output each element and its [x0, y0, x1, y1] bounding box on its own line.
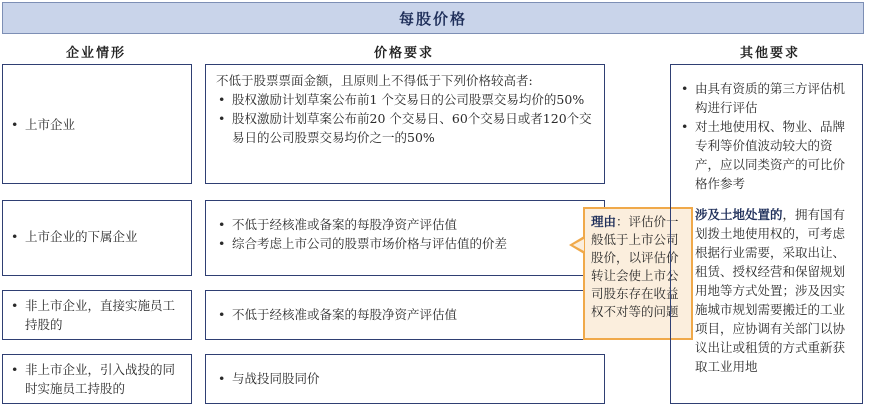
page-title: 每股价格: [2, 2, 864, 34]
list-item: • 股权激励计划草案公布前20 个交易日、60个交易日或者120个交易日的公司股票交易均价之一的50%: [216, 109, 594, 147]
list-item: • 股权激励计划草案公布前1 个交易日的公司股票交易均价的50%: [216, 90, 594, 109]
price-box-listed: [205, 64, 605, 184]
price-intro: 不低于股票票面金额，且原则上不得低于下列价格较高者:: [216, 73, 533, 88]
list-item: • 不低于经核准或备案的每股净资产评估值: [216, 215, 594, 234]
list-item: • 综合考虑上市公司的股票市场价格与评估值的价差: [216, 234, 594, 253]
header-price: 价格要求: [374, 46, 435, 61]
situation-label: 非上市企业，引入战投的同时实施员工持股的: [25, 362, 176, 396]
price-list: [216, 369, 594, 388]
price-list: [216, 305, 594, 324]
reason-text: ：评估价一般低于上市公司股价，以评估价转让会使上市公司股东存在收益权不对等的问题: [591, 214, 679, 319]
price-list: [216, 215, 594, 253]
price-box-subsidiary: [205, 200, 605, 276]
situation-box-investor: • 非上市企业，引入战投的同时实施员工持股的: [2, 354, 192, 404]
situation-label: 上市企业的下属企业: [25, 229, 138, 244]
price-list: [216, 90, 594, 147]
list-item: • 不低于经核准或备案的每股净资产评估值: [216, 305, 594, 324]
header-other: 其他要求: [740, 46, 801, 61]
land-label: 涉及土地处置的: [695, 207, 783, 222]
header-situation: 企业情形: [66, 46, 127, 61]
situation-box-direct: • 非上市企业，直接实施员工持股的: [2, 290, 192, 340]
situation-box-subsidiary: • 上市企业的下属企业: [2, 200, 192, 276]
situation-box-listed: • 上市企业: [2, 64, 192, 184]
situation-label: 上市企业: [25, 117, 76, 132]
land-disposal-paragraph: [679, 205, 854, 376]
list-item: • 由具有资质的第三方评估机构进行评估: [679, 79, 854, 117]
list-item: • 对土地使用权、物业、品牌专利等价值波动较大的资产，应以同类资产的可比价格作参考: [679, 117, 854, 193]
list-item: • 与战投同股同价: [216, 369, 594, 388]
price-box-direct: [205, 290, 605, 340]
land-text: ，拥有国有划拨土地使用权的，可考虑根据行业需要，采取出让、租赁、授权经营和保留规划用地等方式处置；涉及因实施城市规划需要搬迁的工业项目，应协调有关部门以协议出让或租赁的方式重新获取工业用地: [695, 207, 846, 374]
price-box-investor: [205, 354, 605, 404]
other-requirements-box: [670, 64, 863, 404]
other-list: [679, 79, 854, 193]
callout-arrow-fill: [573, 239, 584, 251]
reason-label: 理由: [591, 214, 617, 229]
situation-label: 非上市企业，直接实施员工持股的: [25, 298, 176, 332]
